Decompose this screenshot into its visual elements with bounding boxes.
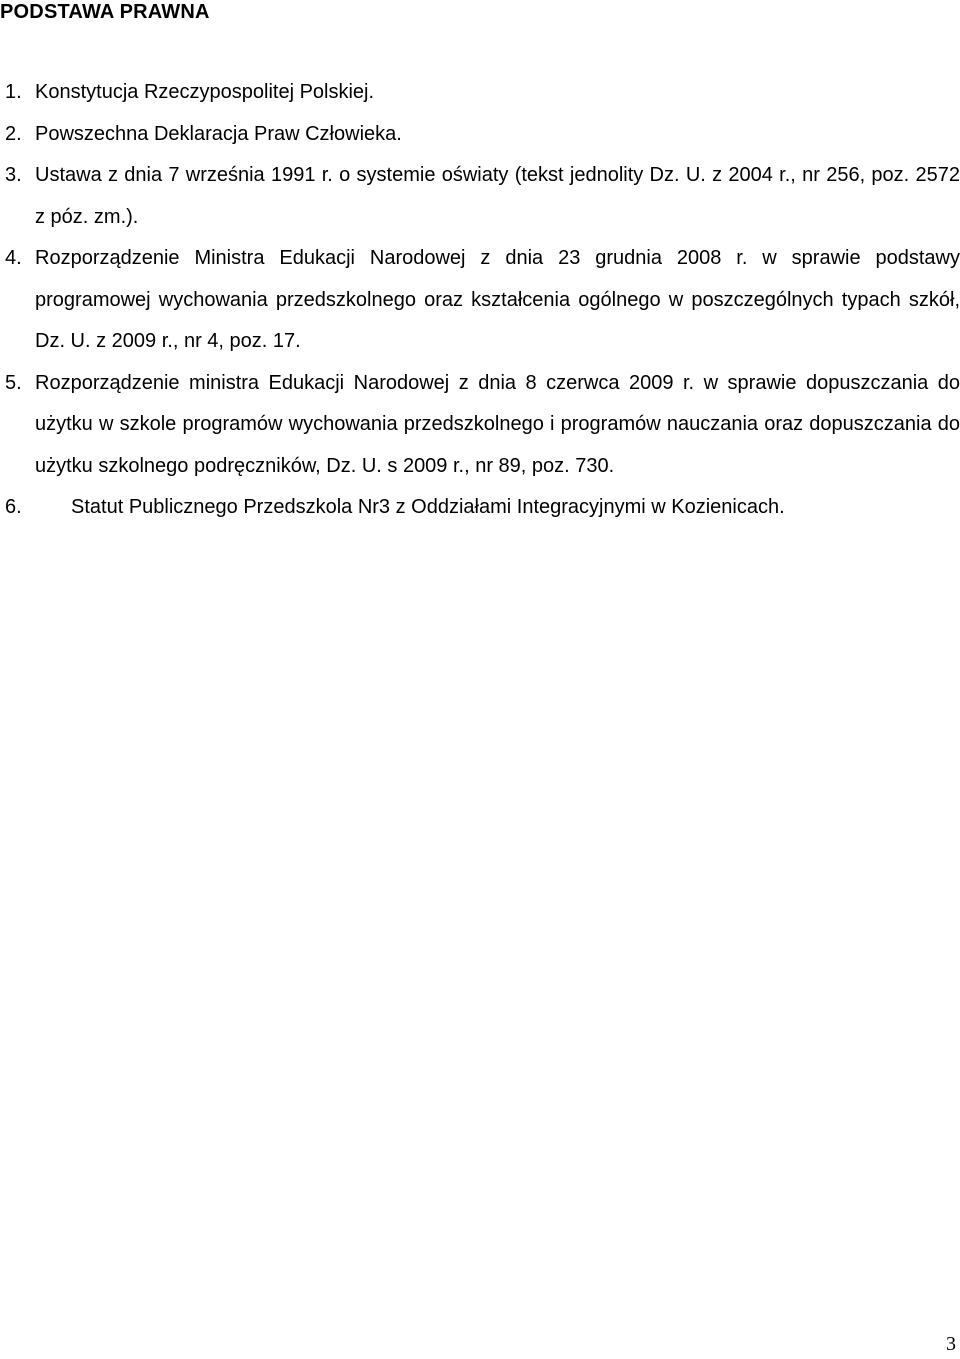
- list-item: [0, 155, 960, 238]
- list-item-text: Rozporządzenie Ministra Edukacji Narodowej z dnia 23 grudnia 2008 r. w sprawie podstawy programowej wychowania przedszkolnego oraz kształcenia ogólnego w poszczególnych typach szkół, Dz. U. z 2009 r., nr 4, poz. 17.: [35, 247, 960, 352]
- document-heading: PODSTAWA PRAWNA: [0, 1, 210, 23]
- page-number: 3: [946, 1333, 956, 1355]
- list-item: [0, 114, 960, 156]
- list-item-text: Rozporządzenie ministra Edukacji Narodowej z dnia 8 czerwca 2009 r. w sprawie dopuszczania do użytku w szkole programów wychowania przedszkolnego i programów nauczania oraz dopuszczania do użytku szkolnego podręczników, Dz. U. s 2009 r., nr 89, poz. 730.: [35, 371, 960, 477]
- list-item: [0, 238, 960, 363]
- list-item-number: 6.: [5, 496, 22, 518]
- list-item-text: Statut Publicznego Przedszkola Nr3 z Oddziałami Integracyjnymi w Kozienicach.: [71, 496, 785, 518]
- list-item: [0, 487, 960, 529]
- list-item-number: 2.: [5, 122, 22, 145]
- list-item-number: 3.: [5, 164, 22, 186]
- list-item-number: 4.: [5, 247, 22, 269]
- list-item: [0, 363, 960, 488]
- list-item-number: 5.: [5, 371, 22, 394]
- legal-basis-list: [0, 72, 960, 529]
- list-item-text: Powszechna Deklaracja Praw Człowieka.: [35, 122, 402, 145]
- list-item-text: Ustawa z dnia 7 września 1991 r. o systemie oświaty (tekst jednolity Dz. U. z 2004 r., nr 256, poz. 2572 z póz. zm.).: [35, 164, 960, 228]
- list-item: [0, 72, 960, 114]
- list-item-text: Konstytucja Rzeczypospolitej Polskiej.: [35, 81, 375, 103]
- list-item-number: 1.: [5, 81, 22, 103]
